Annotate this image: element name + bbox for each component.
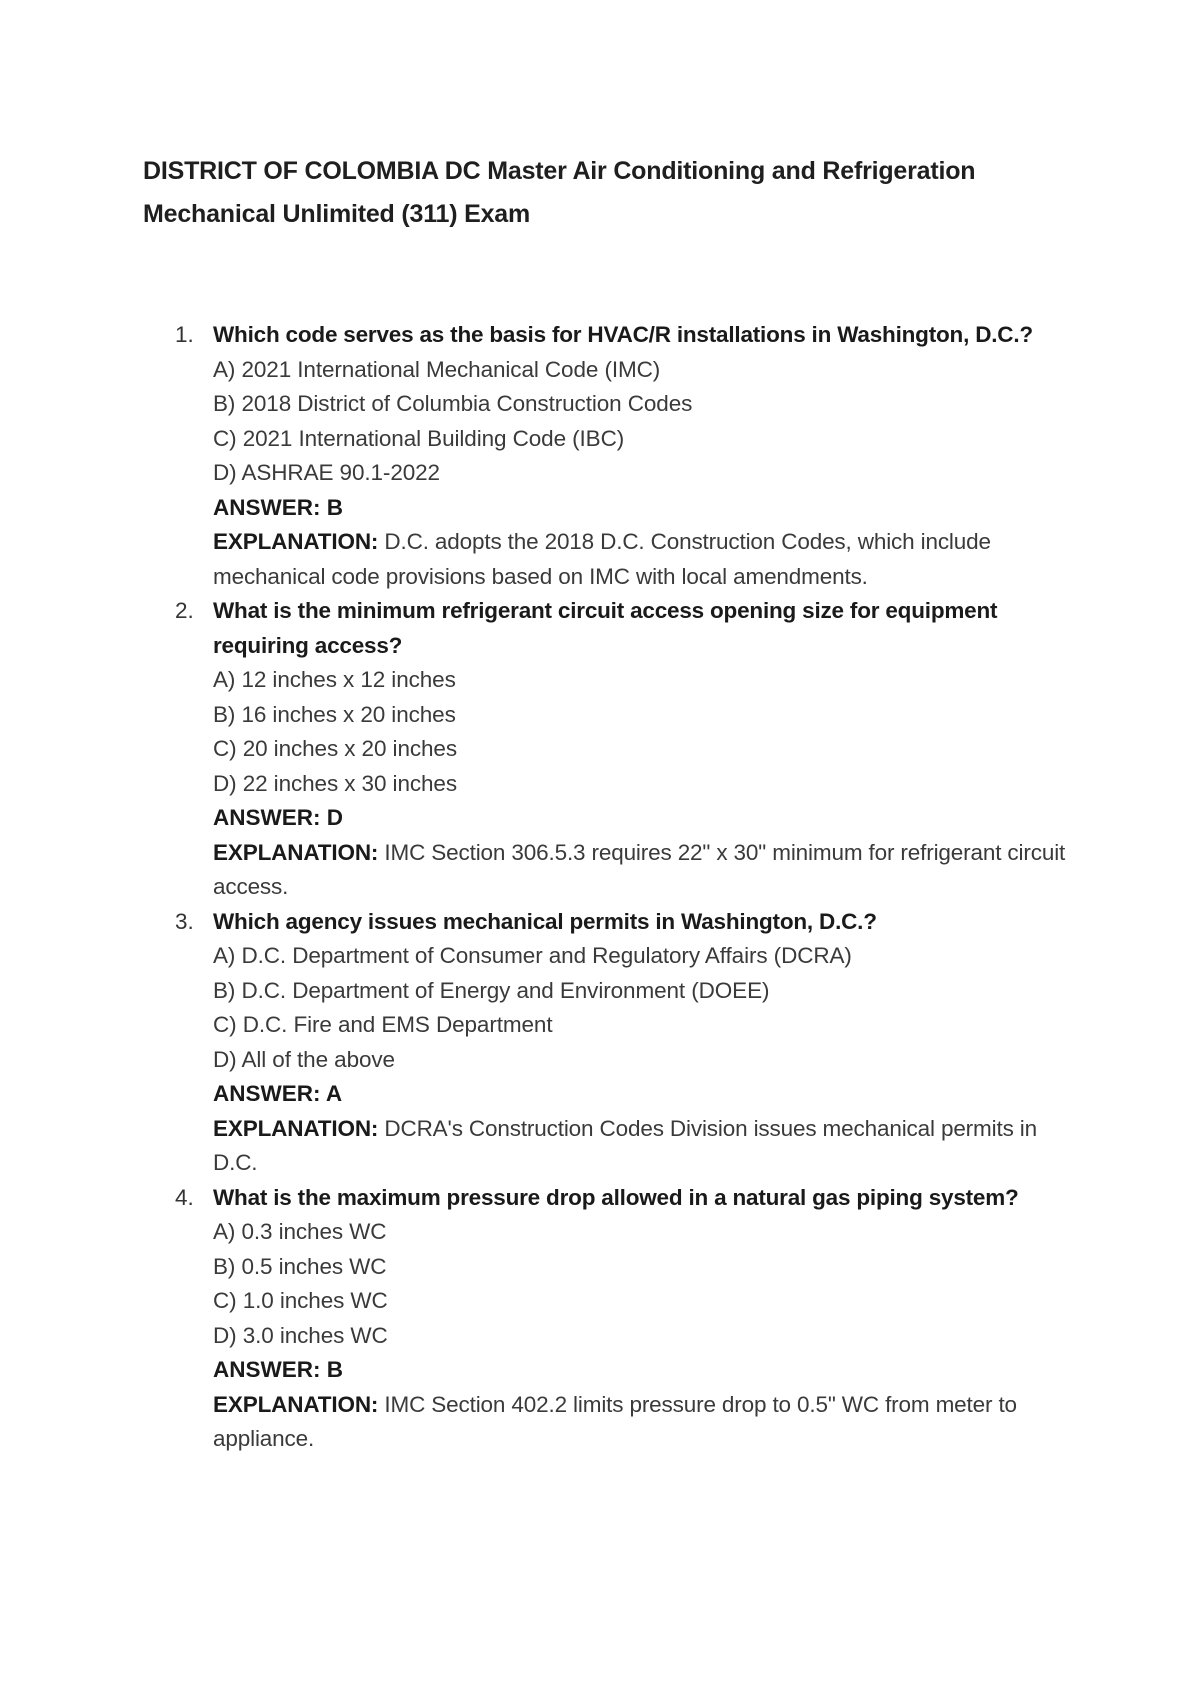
option-c: C) 20 inches x 20 inches — [213, 736, 457, 761]
answer-line: ANSWER: D — [213, 805, 343, 830]
question-list — [143, 318, 1083, 1457]
explanation — [213, 836, 1083, 905]
explanation — [213, 1112, 1083, 1181]
explanation-label: EXPLANATION: — [213, 839, 379, 865]
explanation — [213, 1388, 1083, 1457]
question-item — [143, 318, 1083, 594]
option-a: A) 12 inches x 12 inches — [213, 667, 456, 692]
document-title: DISTRICT OF COLOMBIA DC Master Air Conditioning and Refrigeration Mechanical Unlimited (311) Exam — [143, 157, 976, 228]
option-d: D) ASHRAE 90.1-2022 — [213, 460, 440, 485]
question-item — [143, 905, 1083, 1181]
question-item — [143, 594, 1083, 905]
option-b: B) 16 inches x 20 inches — [213, 701, 456, 727]
option-d: D) All of the above — [213, 1046, 395, 1072]
explanation — [213, 525, 1083, 594]
option-d: D) 3.0 inches WC — [213, 1322, 388, 1348]
option-a: A) D.C. Department of Consumer and Regulatory Affairs (DCRA) — [213, 943, 852, 968]
explanation-text: D.C. adopts the 2018 D.C. Construction Codes, which include mechanical code provisions based on IMC with local amendments. — [213, 529, 991, 589]
option-c: C) D.C. Fire and EMS Department — [213, 1012, 553, 1037]
option-b: B) D.C. Department of Energy and Environment (DOEE) — [213, 977, 770, 1003]
question-text: What is the maximum pressure drop allowed in a natural gas piping system? — [213, 1184, 1019, 1210]
question-number: 3. — [175, 908, 194, 934]
explanation-text: IMC Section 402.2 limits pressure drop to 0.5" WC from meter to appliance. — [213, 1391, 1017, 1451]
option-b: B) 2018 District of Columbia Construction Codes — [213, 391, 693, 416]
option-d: D) 22 inches x 30 inches — [213, 770, 457, 796]
explanation-label: EXPLANATION: — [213, 1115, 379, 1141]
option-a: A) 0.3 inches WC — [213, 1219, 387, 1244]
explanation-label: EXPLANATION: — [213, 529, 379, 554]
option-a: A) 2021 International Mechanical Code (IMC) — [213, 356, 661, 382]
question-text: Which agency issues mechanical permits in Washington, D.C.? — [213, 908, 877, 934]
explanation-text: IMC Section 306.5.3 requires 22" x 30" minimum for refrigerant circuit access. — [213, 839, 1066, 899]
question-number: 4. — [175, 1184, 194, 1210]
answer-line: ANSWER: A — [213, 1081, 343, 1106]
question-text: What is the minimum refrigerant circuit access opening size for equipment requiring access? — [213, 598, 998, 658]
question-item — [143, 1181, 1083, 1457]
answer-line: ANSWER: B — [213, 1357, 343, 1382]
question-text: Which code serves as the basis for HVAC/R installations in Washington, D.C.? — [213, 322, 1033, 347]
explanation-text: DCRA's Construction Codes Division issues mechanical permits in D.C. — [213, 1115, 1037, 1175]
option-c: C) 1.0 inches WC — [213, 1288, 388, 1313]
option-c: C) 2021 International Building Code (IBC) — [213, 425, 625, 451]
question-number: 1. — [175, 322, 194, 347]
option-b: B) 0.5 inches WC — [213, 1253, 387, 1279]
explanation-label: EXPLANATION: — [213, 1391, 379, 1417]
question-number: 2. — [175, 598, 194, 623]
answer-line: ANSWER: B — [213, 494, 343, 520]
